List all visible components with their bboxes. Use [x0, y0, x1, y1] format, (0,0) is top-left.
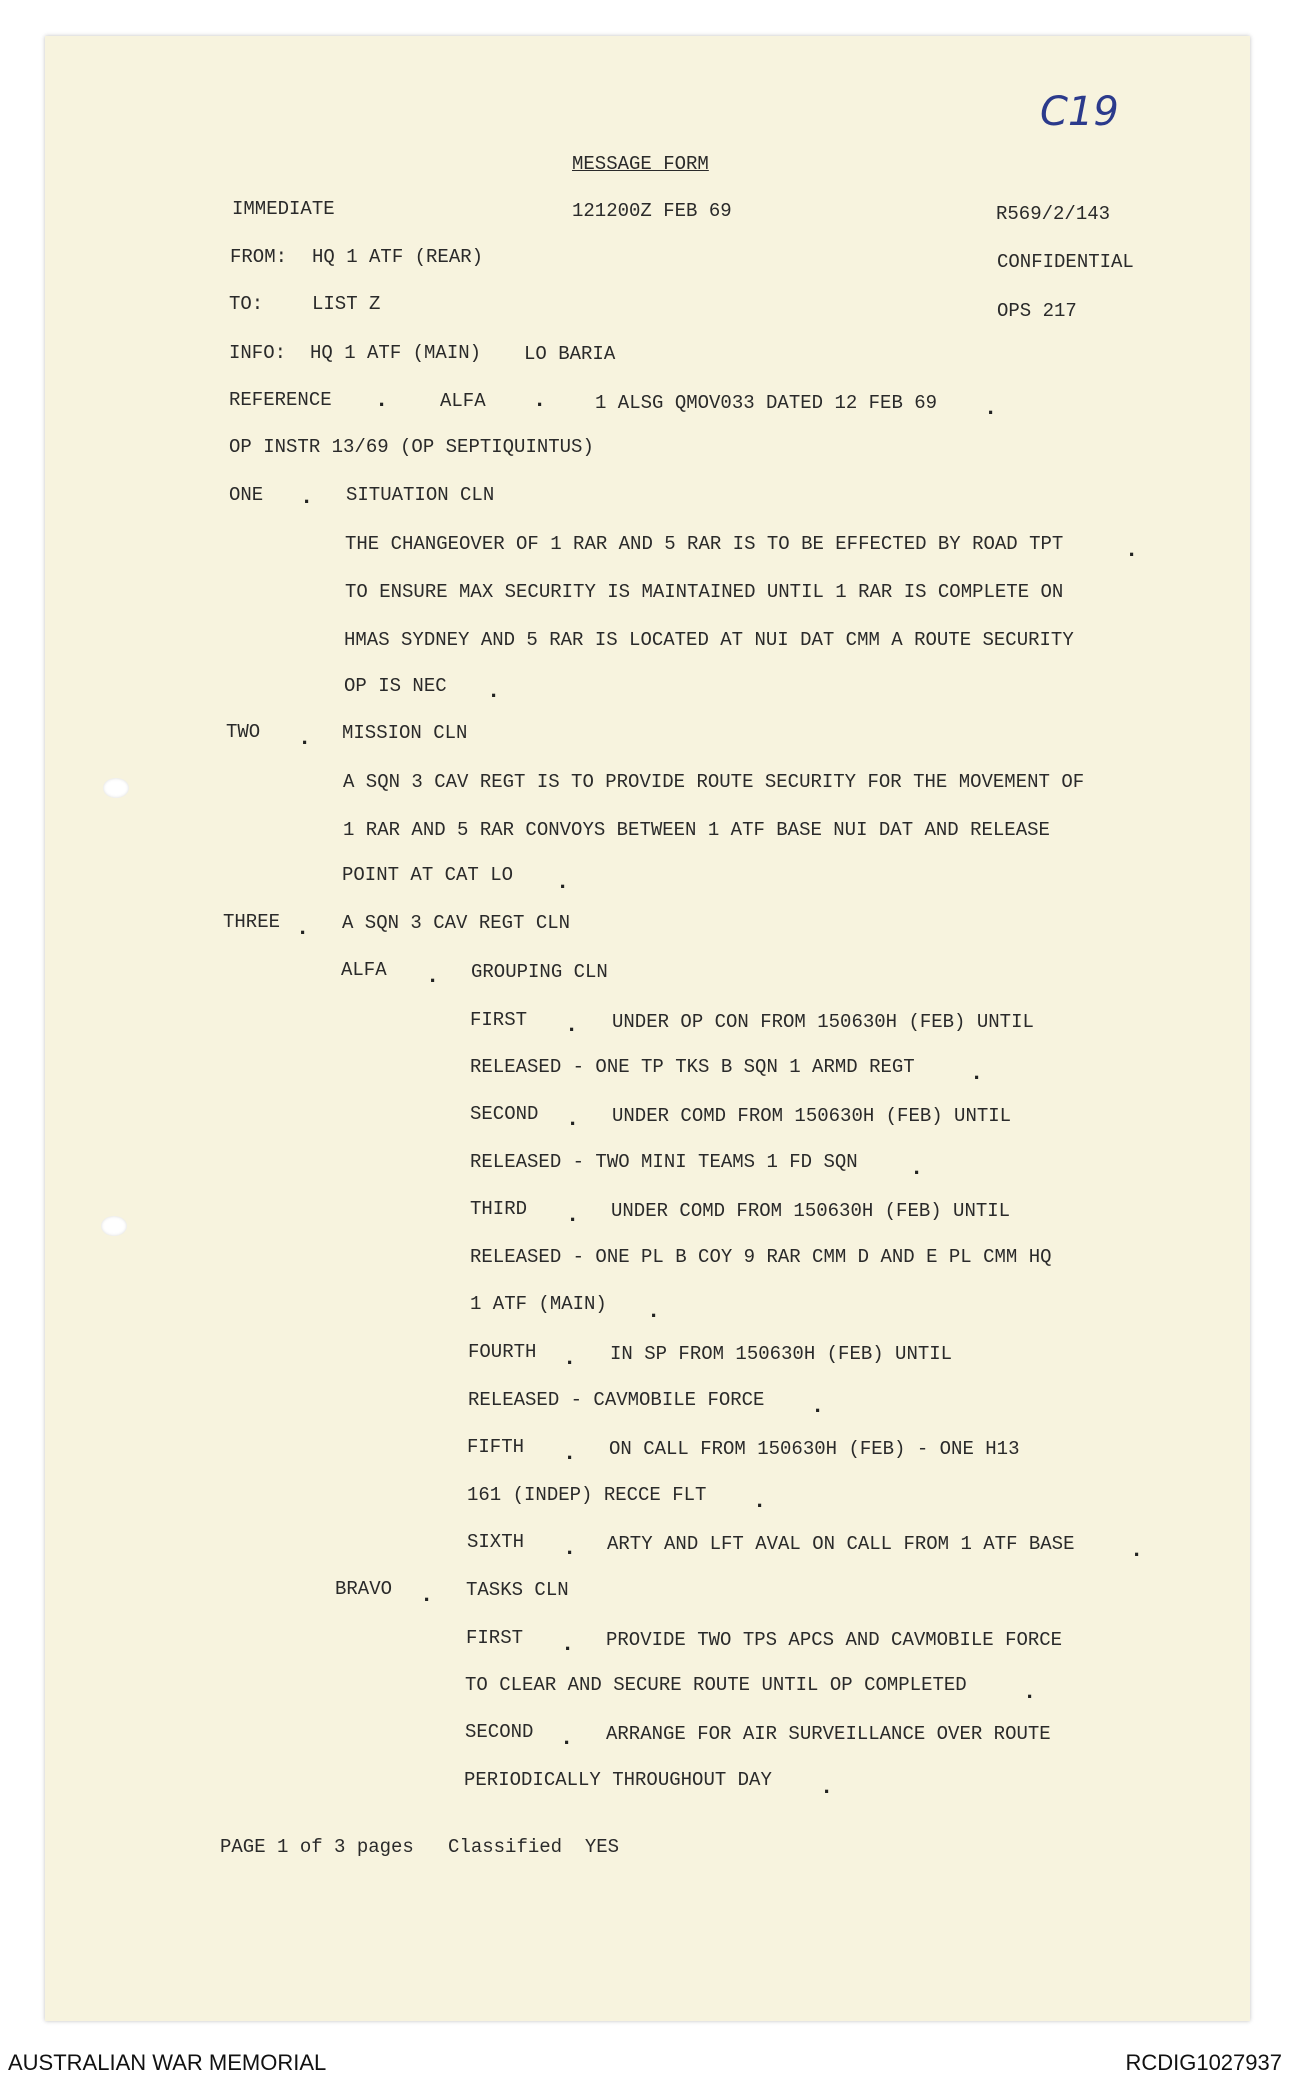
grouping-item-label: SIXTH: [467, 1531, 525, 1553]
sub-para-alfa-heading: GROUPING CLN: [471, 961, 608, 983]
grouping-item-text: ON CALL FROM 150630H (FEB) - ONE H13: [609, 1438, 1020, 1460]
task-item-text: ARRANGE FOR AIR SURVEILLANCE OVER ROUTE: [606, 1723, 1051, 1745]
op-instruction: OP INSTR 13/69 (OP SEPTIQUINTUS): [229, 436, 594, 458]
task-item-label: SECOND: [465, 1721, 534, 1743]
para-two-number: TWO: [226, 721, 261, 743]
full-stop: .: [563, 1441, 577, 1466]
punch-hole: [101, 1216, 127, 1236]
ops-number: OPS 217: [997, 300, 1077, 322]
page-count: PAGE 1 of 3 pages Classified YES: [220, 1836, 620, 1858]
grouping-item-text: UNDER COMD FROM 150630H (FEB) UNTIL: [611, 1200, 1011, 1222]
grouping-item-cont: RELEASED - TWO MINI TEAMS 1 FD SQN: [470, 1151, 858, 1173]
task-item-text: PROVIDE TWO TPS APCS AND CAVMOBILE FORCE: [606, 1629, 1063, 1651]
grouping-item-label: SECOND: [470, 1103, 539, 1125]
full-stop: .: [1125, 538, 1139, 563]
grouping-item-cont: 1 ATF (MAIN): [470, 1293, 607, 1315]
task-item-label: FIRST: [466, 1627, 524, 1649]
full-stop: .: [563, 1346, 577, 1371]
para-one-line: THE CHANGEOVER OF 1 RAR AND 5 RAR IS TO BE EFFECTED BY ROAD TPT: [345, 533, 1064, 555]
para-one-number: ONE: [229, 484, 264, 506]
full-stop: .: [753, 1489, 767, 1514]
grouping-item-text: UNDER OP CON FROM 150630H (FEB) UNTIL: [612, 1011, 1034, 1033]
grouping-item-label: FIRST: [470, 1009, 528, 1031]
full-stop: .: [563, 1536, 577, 1561]
full-stop: .: [1130, 1538, 1144, 1563]
grouping-item-label: THIRD: [470, 1198, 528, 1220]
info-value-2: LO BARIA: [524, 343, 616, 365]
full-stop: .: [565, 1013, 579, 1038]
full-stop: .: [647, 1299, 661, 1324]
full-stop: .: [300, 485, 314, 510]
para-one-heading: SITUATION CLN: [346, 484, 495, 506]
punch-hole: [103, 778, 129, 798]
sub-para-alfa-label: ALFA: [341, 959, 387, 981]
full-stop: .: [566, 1203, 580, 1228]
full-stop: .: [566, 1107, 580, 1132]
punctuation-mark: .: [533, 388, 547, 413]
full-stop: .: [910, 1156, 924, 1181]
grouping-item-cont: 161 (INDEP) RECCE FLT: [467, 1484, 707, 1506]
sub-para-bravo-heading: TASKS CLN: [466, 1579, 569, 1601]
full-stop: .: [970, 1061, 984, 1086]
to-value: LIST Z: [312, 293, 381, 315]
full-stop: .: [426, 964, 440, 989]
full-stop: .: [487, 679, 501, 704]
grouping-item-text: ARTY AND LFT AVAL ON CALL FROM 1 ATF BASE: [607, 1533, 1075, 1555]
para-two-line: 1 RAR AND 5 RAR CONVOYS BETWEEN 1 ATF BASE NUI DAT AND RELEASE: [343, 819, 1050, 841]
para-one-line: TO ENSURE MAX SECURITY IS MAINTAINED UNTIL 1 RAR IS COMPLETE ON: [345, 581, 1064, 603]
from-value: HQ 1 ATF (REAR): [312, 246, 484, 268]
full-stop: .: [984, 396, 998, 421]
full-stop: .: [1023, 1680, 1037, 1705]
from-label: FROM:: [230, 246, 288, 268]
reference-label: REFERENCE: [229, 389, 332, 411]
classification: CONFIDENTIAL: [997, 251, 1134, 273]
grouping-item-text: UNDER COMD FROM 150630H (FEB) UNTIL: [612, 1105, 1012, 1127]
para-three-heading: A SQN 3 CAV REGT CLN: [342, 912, 571, 934]
full-stop: .: [556, 870, 570, 895]
task-item-cont: PERIODICALLY THROUGHOUT DAY: [464, 1769, 772, 1791]
form-title: MESSAGE FORM: [572, 153, 709, 175]
handwritten-annotation: C19: [1040, 89, 1119, 135]
grouping-item-cont: RELEASED - ONE PL B COY 9 RAR CMM D AND E PL CMM HQ: [470, 1246, 1052, 1268]
para-two-heading: MISSION CLN: [342, 722, 468, 744]
full-stop: .: [560, 1726, 574, 1751]
precedence: IMMEDIATE: [232, 198, 335, 220]
date-time-group: 121200Z FEB 69: [572, 200, 732, 222]
sub-para-bravo-label: BRAVO: [335, 1578, 393, 1600]
to-label: TO:: [229, 293, 264, 315]
para-one-line: HMAS SYDNEY AND 5 RAR IS LOCATED AT NUI DAT CMM A ROUTE SECURITY: [344, 629, 1074, 651]
full-stop: .: [296, 916, 310, 941]
para-one-line: OP IS NEC: [344, 675, 447, 697]
grouping-item-cont: RELEASED - CAVMOBILE FORCE: [468, 1389, 765, 1411]
reference-number: R569/2/143: [996, 203, 1111, 225]
task-item-cont: TO CLEAR AND SECURE ROUTE UNTIL OP COMPLETED: [465, 1674, 967, 1696]
reference-alfa: ALFA: [440, 390, 486, 412]
grouping-item-label: FOURTH: [468, 1341, 537, 1363]
punctuation-mark: .: [375, 388, 389, 413]
grouping-item-text: IN SP FROM 150630H (FEB) UNTIL: [610, 1343, 953, 1365]
para-two-line: POINT AT CAT LO: [342, 864, 514, 886]
para-three-number: THREE: [223, 911, 281, 933]
full-stop: .: [298, 726, 312, 751]
full-stop: .: [561, 1632, 575, 1657]
info-label: INFO:: [229, 342, 287, 364]
grouping-item-label: FIFTH: [467, 1436, 525, 1458]
archive-id: RCDIG1027937: [1125, 2050, 1282, 2075]
full-stop: .: [820, 1775, 834, 1800]
full-stop: .: [811, 1394, 825, 1419]
grouping-item-cont: RELEASED - ONE TP TKS B SQN 1 ARMD REGT: [470, 1056, 915, 1078]
info-value: HQ 1 ATF (MAIN): [310, 342, 482, 364]
archive-name: AUSTRALIAN WAR MEMORIAL: [8, 2050, 327, 2075]
reference-text: 1 ALSG QMOV033 DATED 12 FEB 69: [595, 392, 938, 414]
full-stop: .: [420, 1583, 434, 1608]
para-two-line: A SQN 3 CAV REGT IS TO PROVIDE ROUTE SECURITY FOR THE MOVEMENT OF: [343, 771, 1085, 793]
